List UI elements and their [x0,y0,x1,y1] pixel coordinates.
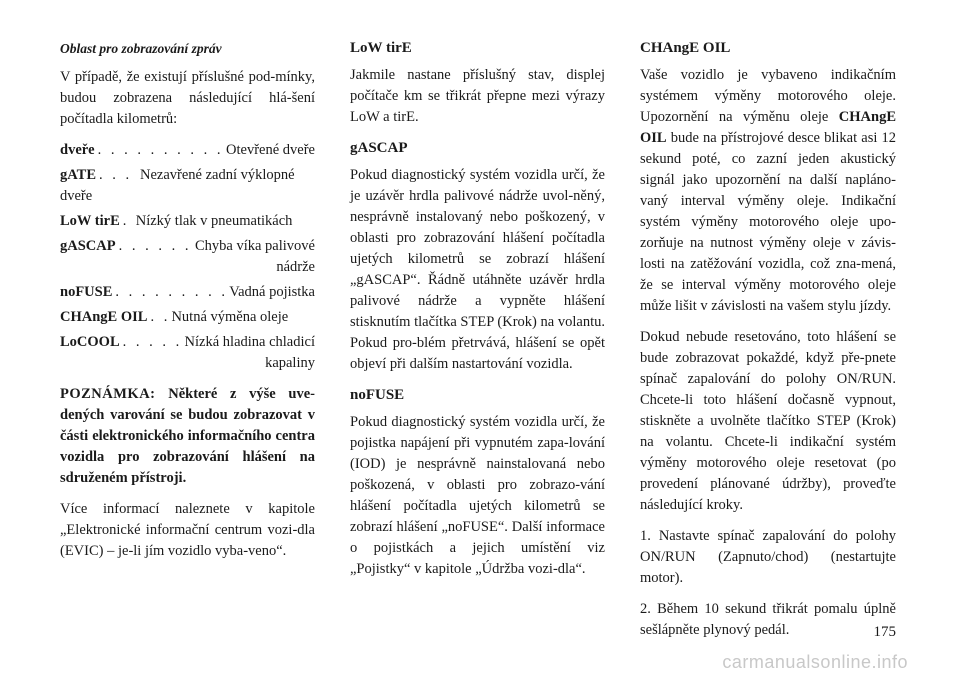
paragraph-gascap: Pokud diagnostický systém vozidla určí, že je uzávěr hrdla palivové nádrže uvol-něný, nesprávně instalovaný nebo poškozený, v oblasti pro zobrazování hlášení počítadla ujetých kilometrů se zobrazí hlášení „gASCAP“. Řádně utáhněte uzávěr hrdla palivové nádrže a vypněte hlášení stisknutím tlačítka STEP (Krok) na volantu. Pokud pro-blém přetrvává, hlášení se opět objeví při dalším nastartování vozidla. [350,167,605,372]
code-row-nofuse [60,282,315,303]
code-description: Otevřené dveře [226,142,315,158]
code-label: dveře [60,142,95,158]
section-title: Oblast pro zobrazování zpráv [60,41,222,56]
code-description: Vadná pojistka [229,284,315,300]
message-code-list [60,140,315,374]
code-description: Chyba víka palivové [194,238,315,254]
code-label: LoCOOL [60,334,120,350]
code-row-gascap [60,236,315,257]
paragraph-nofuse: Pokud diagnostický systém vozidla určí, že pojistka napájení při vypnutém zapa-lování (IOD) je nesprávně nainstalovaná nebo poškozená, v oblasti pro zobrazo-vání hlášení počítadla ujetých kilometrů se zobrazí hlášení „noFUSE“. Další informace o pojistkách a jejich umístění viz „Pojistky“ v kapitole „Údržba vozi-dla“. [350,414,605,577]
code-row-change-oil [60,307,315,328]
code-label: gASCAP [60,238,116,254]
heading-gascap: gASCAP [350,140,408,156]
code-row-locool [60,332,315,353]
step-1: 1. Nastavte spínač zapalování do polohy ON/RUN (Zapnuto/chod) (nestartujte motor). [640,528,896,586]
note-paragraph [60,384,315,489]
paragraph-low-tire: Jakmile nastane příslušný stav, displej počítače km se třikrát přepne mezi výrazy LoW a tirE. [350,67,605,125]
code-description-cont: kapaliny [265,355,315,371]
heading-change-oil: CHAngE OIL [640,40,731,56]
inline-code: CHAngE OIL [640,109,896,146]
more-info-paragraph: Více informací naleznete v kapitole „Elektronické informační centrum vozi-dla (EVIC) – je-li jím vozidlo vyba-veno“. [60,501,315,559]
column-middle [350,38,605,590]
code-description: Nízký tlak v pneumatikách [135,213,293,229]
code-row-dvere [60,140,315,161]
intro-paragraph: V případě, že existují příslušné pod-mínky, budou zobrazena následující hlá-šení počítadla kilometrů: [60,69,315,127]
code-description-cont: dveře [60,188,93,204]
note-label: POZNÁMKA: [60,386,156,402]
heading-low-tire: LoW tirE [350,40,412,56]
code-label: LoW tirE [60,213,120,229]
watermark: carmanualsonline.info [722,652,908,672]
column-right [640,38,896,651]
code-description-cont: nádrže [276,259,315,275]
heading-nofuse: noFUSE [350,387,405,403]
column-left [60,38,315,572]
code-description: Nutná výměna oleje [171,309,289,325]
code-description: Nízká hladina chladicí [184,334,315,350]
code-row-gate [60,165,315,186]
note-text: Některé z výše uve-dených varování se budou zobrazovat v části elektronického informačního centra vozidla pro zobrazování hlášení na sdruženém přístroji. [60,386,316,486]
code-label: CHAngE OIL [60,309,148,325]
paragraph-reset: Dokud nebude resetováno, toto hlášení se bude zobrazovat pokaždé, když pře-pnete spínač zapalování do polohy ON/RUN. Chcete-li toto hlášení dočasně vypnout, stiskněte a uvolněte tlačítko STEP (Krok) na volantu. Chcete-li indikační systém výměny motorového oleje resetovat (po provedení plánované údržby), proveďte následující kroky. [640,329,896,513]
code-row-low-tire [60,211,315,232]
paragraph-oil-indicator: Vaše vozidlo je vybaveno indikačním systémem výměny motorového oleje. Upozornění na výměnu oleje CHAngE OIL bude na přístrojové desce blikat asi 12 sekund poté, co zazní jeden akustický signál jako upozornění na další napláno-vaný interval výměny oleje. Indikační systém výměny motorového oleje upo-zorňuje na nutnost výměny oleje v závis-losti na zatěžování vozidla, což zna-mená, že se interval výměny motorového oleje může lišit v závislosti na vašem stylu jízdy. [640,67,896,314]
code-label: noFUSE [60,284,113,300]
code-label: gATE [60,167,96,183]
page-number: 175 [873,624,896,640]
code-description: Nezavřené zadní výklopné [140,167,295,183]
step-2: 2. Během 10 sekund třikrát pomalu úplně sešlápněte plynový pedál. [640,601,896,638]
